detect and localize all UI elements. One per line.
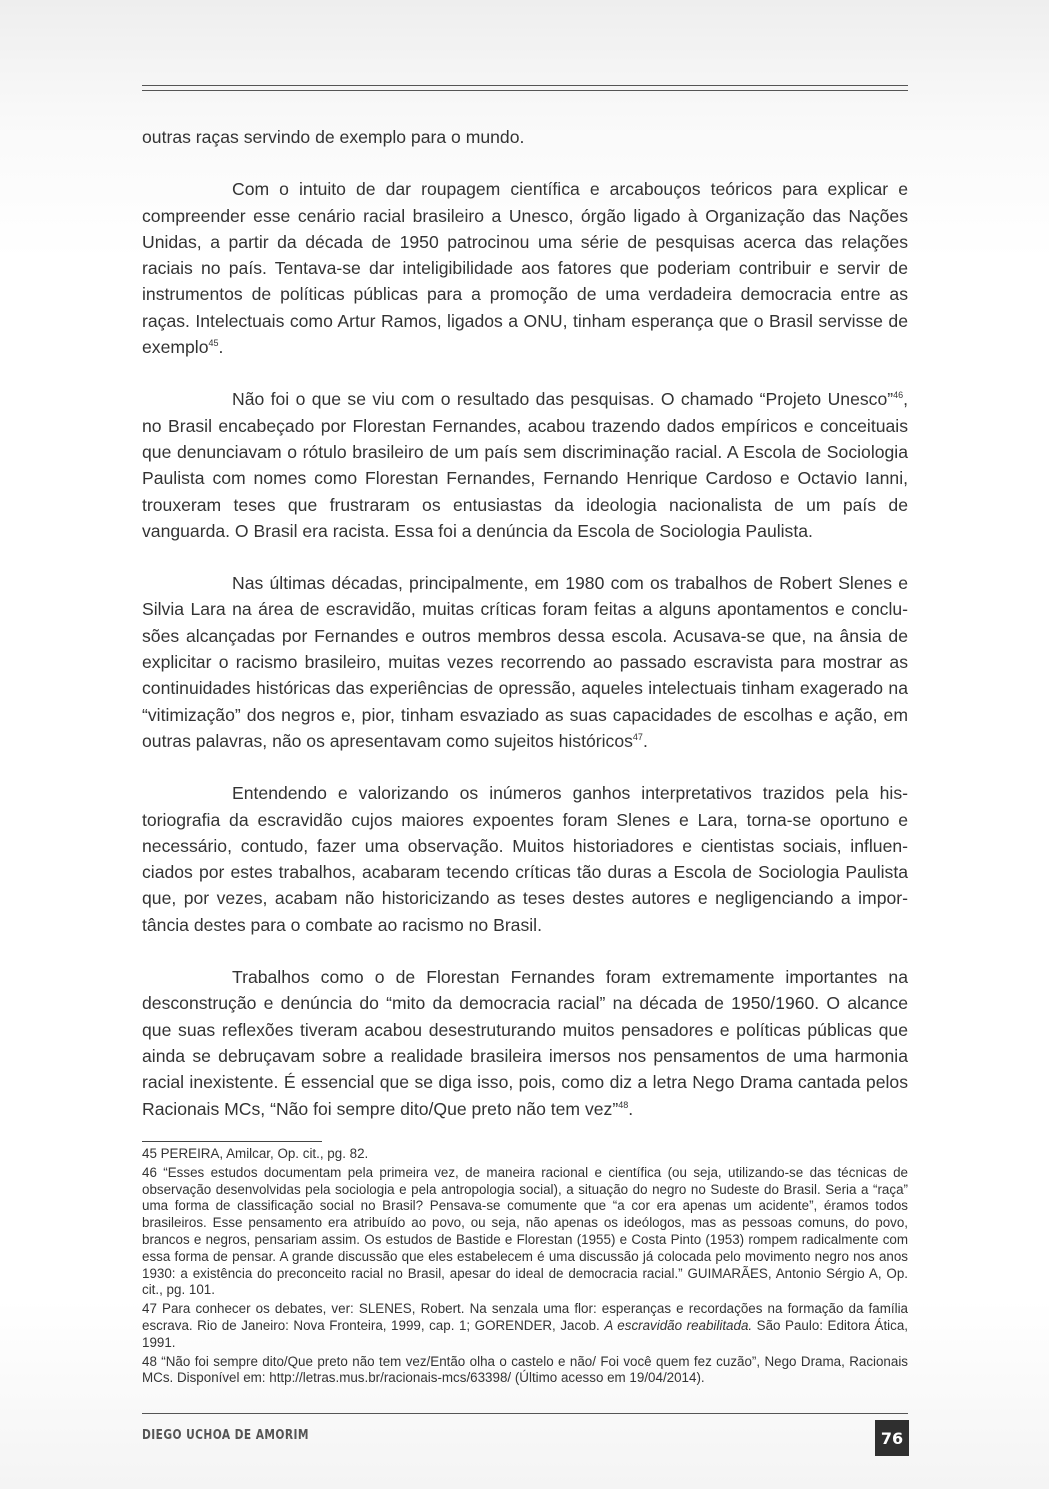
footnotes xyxy=(142,1146,908,1389)
footnote-46: 46 “Esses estudos documentam pela primeira vez, de maneira racional e científica (ou seja, utilizando-se das técnicas de observação desenvolvidas pela sociologia e pela antropologia social), a situação do negro no Sudeste do Brasil. Seria a “raça” uma forma de classificação social no Brasil? Pensava-se comumente que “a cor era apenas um acidente”, éramos todos brasileiros. Esse pensamento era atribuído ao povo, ou seja, não apenas os ideólogos, mas as pessoas comuns, do povo, brancos e negros, pensariam assim. Os estudos de Bastide e Florestan (1955) e Costa Pinto (1953) rompem radicalmente com essa forma de pensar. A grande discussão que eles estabelecem é uma discussão já colocada pelo movimento negro nos anos 1930: a existência do preconceito racial no Brasil, apesar do ideal de democracia racial.” GUIMARÃES, Antonio Sérgio A, Op. cit., pg. 101. xyxy=(142,1164,908,1298)
footnote-47-title: A escravidão reabilitada. xyxy=(604,1317,753,1333)
footnote-ref-47[interactable]: 47 xyxy=(632,732,643,743)
page-number: 76 xyxy=(875,1420,909,1456)
paragraph-5-text: Trabalhos como o de Florestan Fernandes foram extremamente importantes na desconstrução e denúncia do “mito da democracia racial” na década de 1950/1960. O alcance que suas reflexões tiveram acabou desestruturando muitos pensadores e políticas públicas que ainda se debruçavam sobre a realidade brasileira imersos nos pensamentos de uma harmonia racial inexistente. É essencial que se diga isso, pois, como diz a letra Nego Drama cantada pelos Racionais MCs, “Não foi sempre dito/Que preto não tem vez” xyxy=(142,967,908,1119)
paragraph-1-end: . xyxy=(218,337,224,358)
body-text xyxy=(142,124,908,1122)
paragraph-2-text-b: , no Brasil encabeçado por Florestan Fernandes, acabou trazendo dados empíricos e conceituais que denunciavam o rótulo brasileiro de um país sem discriminação racial. A Escola de Sociologia Paulista com nomes como Florestan Fernandes, Fernando Henrique Cardoso e Octavio Ianni, trouxeram teses que frustraram os entusiastas da ideologia nacionalista de um país de vanguarda. O Brasil era racista. Essa foi a denúncia da Escola de Sociologia Paulista. xyxy=(142,389,908,541)
footnote-47 xyxy=(142,1301,908,1351)
paragraph-2 xyxy=(142,386,908,544)
footnote-47-text-b: São Paulo: Editora Ática, 1991. xyxy=(142,1317,909,1350)
paragraph-1 xyxy=(142,176,908,360)
header-rule-top xyxy=(142,85,908,86)
footer-author: DIEGO UCHOA DE AMORIM xyxy=(142,1428,309,1443)
paragraph-0-text: outras raças servindo de exemplo para o mundo. xyxy=(142,127,525,147)
footer-rule xyxy=(142,1413,908,1414)
paragraph-3-end: . xyxy=(642,730,648,751)
paragraph-5 xyxy=(142,964,908,1122)
footnote-ref-48[interactable]: 48 xyxy=(618,1099,629,1110)
header-rule-bottom xyxy=(142,90,908,91)
paragraph-3-text: Nas últimas décadas, principalmente, em 1980 com os trabalhos de Robert Slenes e Silvia Lara na área de escravidão, muitas críticas foram feitas a alguns apontamentos e conclusões alcançadas por Fernandes e outros membros dessa escola. Acusava-se que, na ânsia de explicitar o racismo brasileiro, muitas vezes recorrendo ao passado escravista para mostrar as continuidades históricas das experiências de opressão, aqueles intelectuais tinham exagerado na “vitimização” dos negros e, pior, tinham esvaziado as suas capacidades de escolhas e ação, em outras palavras, não os apresentavam como sujeitos históricos xyxy=(142,573,908,751)
paragraph-4 xyxy=(142,780,908,938)
footnote-ref-46[interactable]: 46 xyxy=(893,390,904,401)
paragraph-5-end: . xyxy=(628,1098,634,1119)
paragraph-2-text-a: Não foi o que se viu com o resultado das pesquisas. O chamado “Projeto Unesco” xyxy=(232,389,894,410)
footnote-ref-45[interactable]: 45 xyxy=(208,338,219,349)
footnote-separator xyxy=(142,1141,322,1142)
paragraph-4-text: Entendendo e valorizando os inúmeros ganhos interpretativos trazidos pela historiografia da escravidão cujos maiores expoentes foram Slenes e Lara, torna-se oportuno e necessário, contudo, fazer uma observação. Muitos historiadores e cientistas sociais, influenciados por estes trabalhos, acabaram tecendo críticas tão duras a Escola de Sociologia Paulista que, por vezes, acabam não historicizando as teses destes autores e negligenciando a importância destes para o combate ao racismo no Brasil. xyxy=(142,783,908,935)
footnote-48: 48 “Não foi sempre dito/Que preto não tem vez/Então olha o castelo e não/ Foi você quem fez cuzão”, Nego Drama, Racionais MCs. Disponível em: http://letras.mus.br/racionais-mcs/63398/ (Último acesso em 19/04/2014). xyxy=(142,1353,908,1386)
paragraph-1-text: Com o intuito de dar roupagem científica e arcabouços teóricos para explicar e compreender esse cenário racial brasileiro a Unesco, órgão ligado à Organização das Nações Unidas, a partir da década de 1950 patrocinou uma série de pesquisas acerca das relações raciais no país. Tentava-se dar inteligibilidade aos fatores que poderiam contribuir e servir de instrumentos de políticas públicas para a promoção de uma verdadeira democracia entre as raças. Intelectuais como Artur Ramos, ligados a ONU, tinham esperança que o Brasil servisse de exemplo xyxy=(142,179,908,358)
footnote-45: 45 PEREIRA, Amilcar, Op. cit., pg. 82. xyxy=(142,1146,369,1161)
paragraph-3 xyxy=(142,570,908,754)
paragraph-0 xyxy=(142,124,908,150)
footnote-47-text-a: 47 Para conhecer os debates, ver: SLENES, Robert. Na senzala uma flor: esperanças e recordações na formação da família escrava. Rio de Janeiro: Nova Fronteira, 1999, cap. 1; GORENDER, Jacob. xyxy=(142,1301,908,1333)
